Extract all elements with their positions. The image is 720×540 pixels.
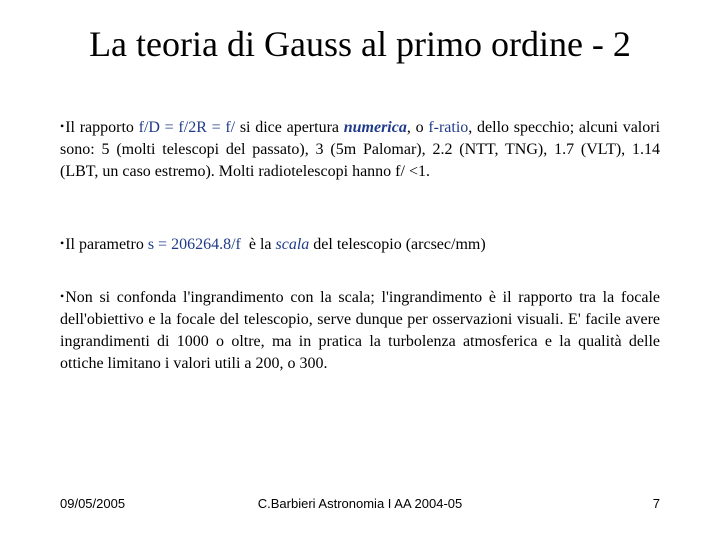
p1-term-numerica: numerica	[343, 119, 407, 136]
p3-text: Non si confonda l'ingrandimento con la scala; l'ingrandimento è il rapporto tra la focale dell'obiettivo e la focale del telescopio, serve dunque per osservazioni visuali. E' facile avere ingrandimenti di 1000 o oltre, ma in pratica la turbolenza atmosferica e la qualità delle ottiche limitano i valori utili a 200, o 300.	[60, 289, 660, 372]
footer-center: C.Barbieri Astronomia I AA 2004-05	[257, 496, 463, 511]
p2-text-2: è la	[240, 236, 276, 253]
p1-text-4: , dello specchio; alcuni valori sono: 5 (molti telescopi del passato), 3 (5m Palomar), 2.2 (NTT, TNG), 1.7 (VLT), 1.14 (LBT, un caso estremo). Molti radiotelescopi hanno f/ <1.	[60, 119, 661, 180]
p1-text-3: , o	[406, 119, 429, 136]
p1-text-2: si dice apertura	[235, 119, 344, 136]
slide-title: La teoria di Gauss al primo ordine - 2	[89, 24, 631, 64]
paragraph-scala	[60, 232, 660, 256]
footer-page-number: 7	[652, 496, 660, 511]
bullet-icon: •	[60, 289, 65, 303]
p1-formula: f/D = f/2R = f/	[138, 119, 236, 136]
p1-text-1: Il rapporto	[65, 119, 139, 136]
bullet-icon: •	[60, 119, 65, 133]
p2-text-1: Il parametro	[65, 236, 148, 253]
p2-text-3: del telescopio (arcsec/mm)	[309, 236, 486, 253]
bullet-icon: •	[60, 236, 65, 250]
paragraph-ingrandimento	[60, 285, 660, 375]
p2-term-scala: scala	[275, 236, 310, 253]
paragraph-f-ratio	[60, 115, 660, 183]
p2-formula: s = 206264.8/f	[147, 236, 241, 253]
p1-term-f-ratio: f-ratio	[428, 119, 469, 136]
footer-date: 09/05/2005	[60, 496, 126, 511]
